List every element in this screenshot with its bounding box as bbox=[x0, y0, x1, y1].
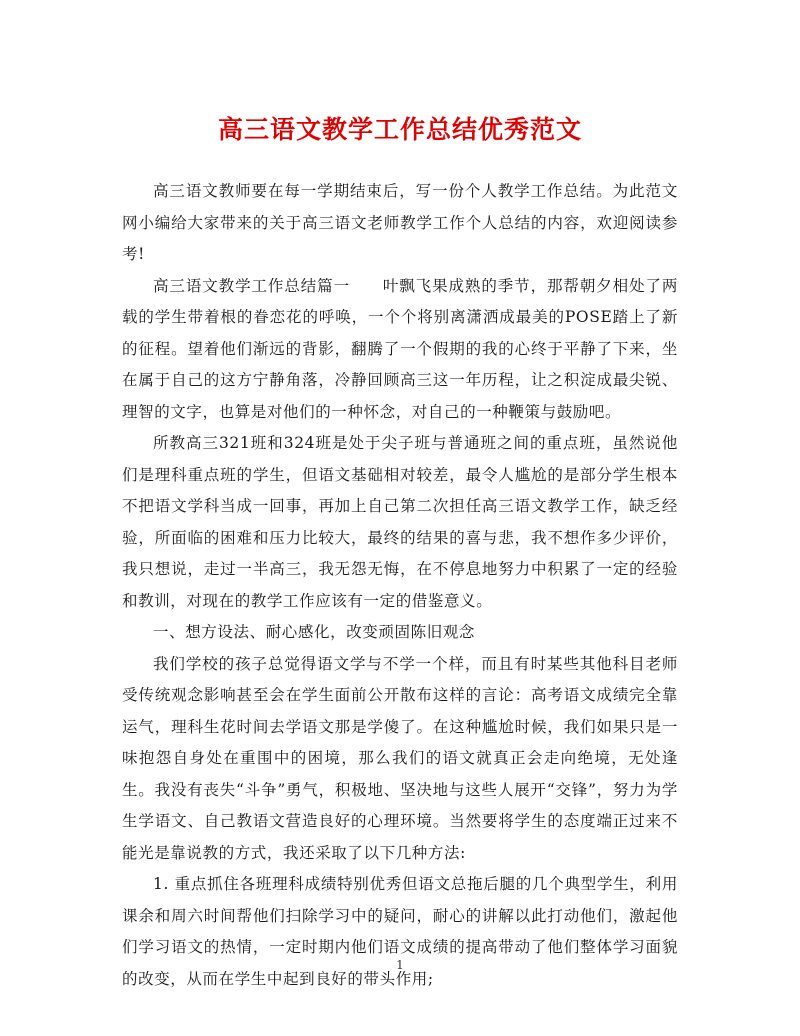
paragraph-attitude: 我们学校的孩子总觉得语文学与不学一个样，而且有时某些其他科目老师受传统观念影响甚至会在学生面前公开散布这样的言论：高考语文成绩完全靠运气，理科生花时间去学语文那是学傻了。在这种尴尬时候，我们如果只是一味抱怨自身处在重围中的困境，那么我们的语文就真正会走向绝境，无处逢生。我没有丧失“斗争”勇气，积极地、坚决地与这些人展开“交锋”，努力为学生学语文、自己教语文营造良好的心理环境。当然要将学生的态度端正过来不能光是靠说教的方式，我还采取了以下几种方法: bbox=[122, 654, 678, 862]
document-body bbox=[122, 176, 678, 995]
section-heading-one: 一、想方设法、耐心感化，改变顽固陈旧观念 bbox=[153, 623, 476, 641]
paragraph-part-one: 高三语文教学工作总结篇一 叶飘飞果成熟的季节，那帮朝夕相处了两载的学生带着根的眷恋花的呼唤，一个个将别离潇洒成最美的POSE踏上了新的征程。望着他们渐远的背影，翻腾了一个假期的我的心终于平静了下来，坐在属于自己的这方宁静角落，冷静回顾高三这一年历程，让之积淀成最尖锐、理智的文字，也算是对他们的一种怀念，对自己的一种鞭策与鼓励吧。 bbox=[122, 276, 678, 421]
document-title: 高三语文教学工作总结优秀范文 bbox=[217, 115, 582, 144]
paragraph-class-situation: 所教高三321班和324班是处于尖子班与普通班之间的重点班，虽然说他们是理科重点班的学生，但语文基础相对较差，最令人尴尬的是部分学生根本不把语文学科当成一回事，再加上自己第二次担任高三语文教学工作，缺乏经验，所面临的困难和压力比较大，最终的结果的喜与悲，我不想作多少评价，我只想说，走过一半高三，我无怨无悔，在不停息地努力中积累了一定的经验和教训，对现在的教学工作应该有一定的借鉴意义。 bbox=[122, 434, 678, 610]
paragraph-method-one: 1. 重点抓住各班理科成绩特别优秀但语文总拖后腿的几个典型学生，利用课余和周六时间帮他们扫除学习中的疑问，耐心的讲解以此打动他们，激起他们学习语文的热情，一定时期内他们语文成绩的提高带动了他们整体学习面貌的改变，从而在学生中起到良好的带头作用; bbox=[122, 875, 678, 988]
page-number: 1 bbox=[396, 958, 404, 972]
paragraph-intro: 高三语文教师要在每一学期结束后，写一份个人教学工作总结。为此范文网小编给大家带来的关于高三语文老师教学工作个人总结的内容，欢迎阅读参考! bbox=[122, 182, 678, 263]
